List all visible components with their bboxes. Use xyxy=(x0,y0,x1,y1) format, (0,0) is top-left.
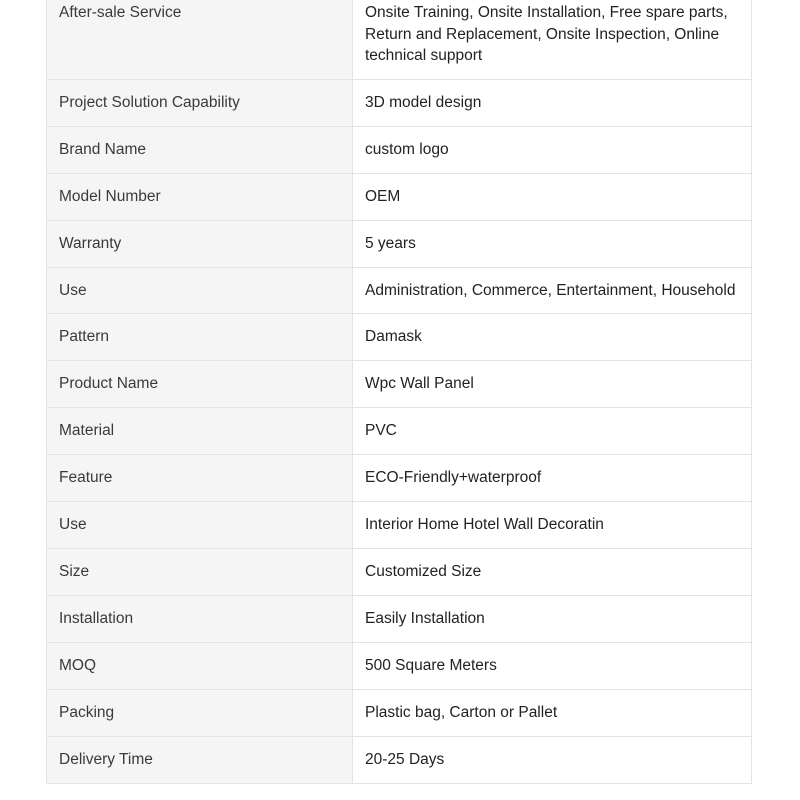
spec-value: Interior Home Hotel Wall Decoratin xyxy=(353,502,752,549)
spec-row-packing xyxy=(47,690,752,737)
spec-value: 5 years xyxy=(353,220,752,267)
spec-label: Brand Name xyxy=(47,126,353,173)
spec-value: Onsite Training, Onsite Installation, Free spare parts, Return and Replacement, Onsite Inspection, Online technical support xyxy=(353,0,752,79)
spec-value: Damask xyxy=(353,314,752,361)
spec-row-model-number xyxy=(47,173,752,220)
spec-row-use xyxy=(47,267,752,314)
spec-label: Feature xyxy=(47,455,353,502)
spec-label: Size xyxy=(47,549,353,596)
spec-label: Product Name xyxy=(47,361,353,408)
spec-row-material xyxy=(47,408,752,455)
spec-value: PVC xyxy=(353,408,752,455)
spec-label: Delivery Time xyxy=(47,737,353,784)
spec-row-moq xyxy=(47,643,752,690)
spec-value: 3D model design xyxy=(353,79,752,126)
spec-value: ECO-Friendly+waterproof xyxy=(353,455,752,502)
spec-row-delivery-time xyxy=(47,737,752,784)
spec-row-brand-name xyxy=(47,126,752,173)
spec-row-size xyxy=(47,549,752,596)
spec-row-warranty xyxy=(47,220,752,267)
spec-label: Use xyxy=(47,502,353,549)
spec-value: 500 Square Meters xyxy=(353,643,752,690)
spec-value: 20-25 Days xyxy=(353,737,752,784)
spec-label: Packing xyxy=(47,690,353,737)
spec-value: Administration, Commerce, Entertainment, Household xyxy=(353,267,752,314)
spec-label: Warranty xyxy=(47,220,353,267)
spec-row-use-2 xyxy=(47,502,752,549)
spec-row-product-name xyxy=(47,361,752,408)
spec-label: MOQ xyxy=(47,643,353,690)
spec-row-after-sale-service xyxy=(47,0,752,79)
spec-label: Project Solution Capability xyxy=(47,79,353,126)
spec-label: Use xyxy=(47,267,353,314)
spec-value: Easily Installation xyxy=(353,596,752,643)
spec-label: Model Number xyxy=(47,173,353,220)
spec-label: Pattern xyxy=(47,314,353,361)
product-spec-table xyxy=(46,0,752,784)
spec-label: Material xyxy=(47,408,353,455)
spec-value: custom logo xyxy=(353,126,752,173)
spec-row-installation xyxy=(47,596,752,643)
spec-row-project-solution-capability xyxy=(47,79,752,126)
spec-label: Installation xyxy=(47,596,353,643)
spec-row-pattern xyxy=(47,314,752,361)
spec-row-feature xyxy=(47,455,752,502)
spec-value: Customized Size xyxy=(353,549,752,596)
spec-label: After-sale Service xyxy=(47,0,353,79)
spec-value: Plastic bag, Carton or Pallet xyxy=(353,690,752,737)
spec-value: OEM xyxy=(353,173,752,220)
spec-value: Wpc Wall Panel xyxy=(353,361,752,408)
